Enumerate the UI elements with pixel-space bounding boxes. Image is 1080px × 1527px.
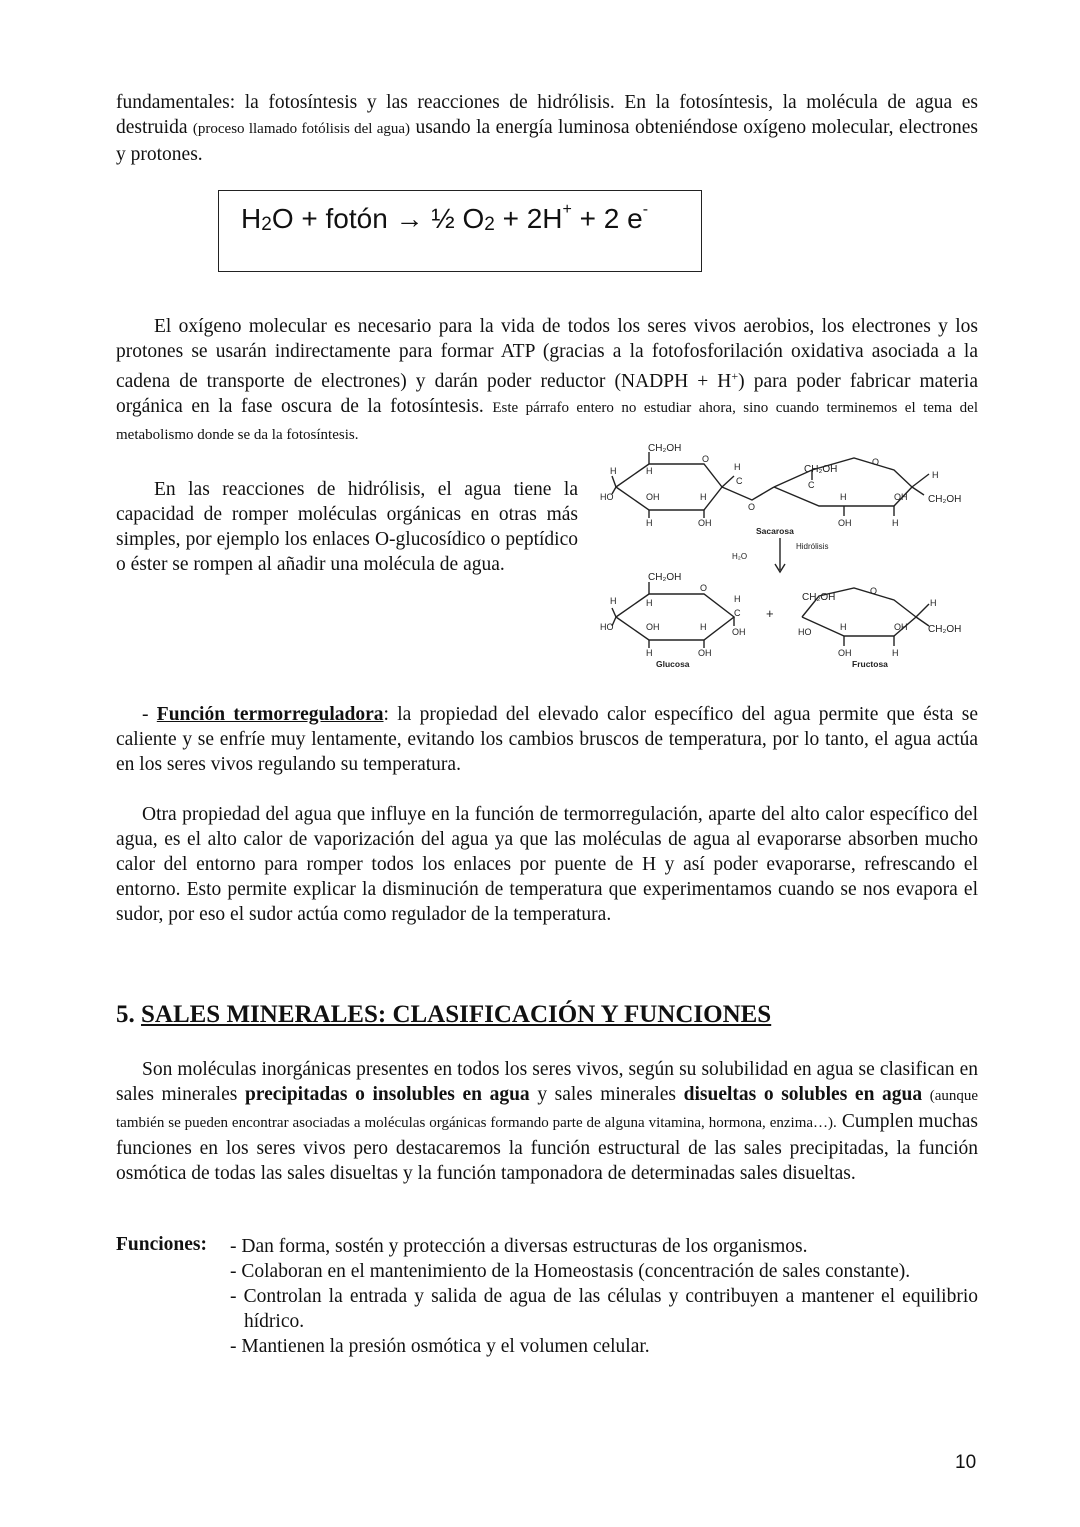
svg-text:OH: OH [894, 622, 908, 632]
svg-text:CH₂OH: CH₂OH [804, 464, 838, 475]
svg-text:H: H [700, 492, 707, 502]
svg-text:OH: OH [838, 518, 852, 528]
svg-text:O: O [702, 454, 710, 464]
svg-text:OH: OH [698, 518, 712, 528]
svg-text:CH₂OH: CH₂OH [928, 624, 962, 635]
photolysis-equation: $H_2O$ + fotón → ½ $O_2 + 2H^+ + 2$ e- [241, 201, 649, 235]
section-title: SALES MINERALES: CLASIFICACIÓN Y FUNCIONES [141, 1001, 772, 1028]
svg-text:H: H [646, 598, 653, 608]
svg-text:H: H [610, 596, 617, 606]
paragraph-thermoregulation: - Función termorreguladora: la propiedad del elevado calor específico del agua permite que ésta se caliente y se enfríe muy lentamente, evitando los cambios bruscos de temperatura, por lo tanto, el agua actúa en los seres vivos regulando su temperatura. [116, 704, 978, 775]
svg-text:H: H [734, 462, 741, 472]
list-item: - Mantienen la presión osmótica y el volumen celular. [230, 1336, 650, 1357]
svg-text:CH₂OH: CH₂OH [648, 572, 682, 583]
svg-text:C: C [808, 480, 815, 490]
svg-text:C: C [736, 476, 743, 486]
equation-box [218, 190, 702, 272]
svg-text:HO: HO [798, 627, 812, 637]
svg-text:CH₂OH: CH₂OH [802, 592, 836, 603]
svg-text:H: H [646, 518, 653, 528]
paragraph-photolysis [116, 90, 978, 167]
term-thermoregulation: Función termorreguladora [156, 704, 384, 725]
plus-sign: + [766, 606, 774, 621]
sucrose-hydrolysis-diagram [594, 440, 980, 672]
svg-text:OH: OH [732, 627, 746, 637]
list-item: - Colaboran en el mantenimiento de la Homeostasis (concentración de sales constante). [230, 1261, 911, 1282]
paragraph-text: ) para poder fabricar materia orgánica en la fase oscura de la fotosíntesis. [116, 371, 978, 417]
svg-text:O: O [870, 586, 878, 596]
functions-list [230, 1234, 978, 1359]
diagram-label: CH₂OH [648, 443, 682, 454]
svg-text:H: H [700, 622, 707, 632]
svg-text:H: H [932, 470, 939, 480]
paragraph-oxygen: El oxígeno molecular es necesario para la vida de todos los seres vivos aerobios, los electrones y los protones se usarán indirectamente para formar ATP (gracias a la fotofosforilación oxidativa asociada a la cadena de transporte de electrones) y darán poder reductor (NADPH + H+) para poder fabricar materia orgánica en la fase oscura de la fotosíntesis. Este párrafo entero no estudiar ahora, sino cuando terminemos el tema del metabolismo donde se da la fotosíntesis. [116, 316, 978, 443]
svg-text:HO: HO [600, 622, 614, 632]
svg-text:O: O [872, 457, 880, 467]
svg-text:C: C [734, 608, 741, 618]
paragraph-hydrolysis: En las reacciones de hidrólisis, el agua tiene la capacidad de romper moléculas orgánicas en otras más simples, por ejemplo los enlaces O-glucosídico o peptídico o éster se rompen al añadir una molécula de agua. [116, 479, 578, 575]
svg-text:H: H [840, 622, 847, 632]
study-note: Este párrafo entero no estudiar ahora, sino cuando terminemos el tema del metabolismo donde se da la fotosíntesis. [116, 400, 978, 443]
glucose-label: Glucosa [656, 659, 690, 669]
hydrolysis-label: Hidrólisis [796, 542, 829, 551]
svg-text:H: H [892, 518, 899, 528]
functions-label: Funciones: [116, 1234, 208, 1255]
svg-text:CH₂OH: CH₂OH [928, 494, 962, 505]
svg-text:H: H [646, 648, 653, 658]
paragraph-mineral-salts: Son moléculas inorgánicas presentes en todos los seres vivos, según su solubilidad en agua se clasifican en sales minerales precipitadas o insolubles en agua y sales minerales disueltas o solubles en agua (aunque también se pueden encontrar asociadas a moléculas orgánicas formando parte de alguna vitamina, hormona, enzima…). Cumplen muchas funciones en los seres vivos pero destacaremos la función estructural de las sales precipitadas, la función osmótica de todas las sales disueltas y la función tamponadora de determinadas sales disueltas. [116, 1059, 979, 1184]
svg-text:OH: OH [646, 492, 660, 502]
page-number: 10 [955, 1452, 977, 1473]
svg-text:O: O [700, 583, 708, 593]
water-label: H₂O [732, 552, 748, 561]
sucrose-label: Sacarosa [756, 526, 794, 536]
paragraph-vaporization: Otra propiedad del agua que influye en la función de termorregulación, aparte del alto calor específico del agua, es el alto calor de vaporización del agua ya que las moléculas de agua al evaporarse absorben mucho calor del entorno para romper todos los enlaces por puente de H y así poder evaporarse, refrescando el entorno. Esto permite explicar la disminución de temperatura que experimentamos cuando se nos evapora el sudor, por eso el sudor actúa como regulador de la temperatura. [116, 804, 978, 925]
fructose-label: Fructosa [852, 659, 888, 669]
list-item: - Dan forma, sostén y protección a diversas estructuras de los organismos. [230, 1236, 808, 1257]
svg-text:HO: HO [600, 492, 614, 502]
list-item: - Controlan la entrada y salida de agua de las células y contribuyen a mantener el equilibrio hídrico. [230, 1286, 978, 1332]
paragraph-note: (proceso llamado fotólisis del agua) [192, 121, 411, 137]
svg-text:H: H [930, 598, 937, 608]
svg-text:OH: OH [838, 648, 852, 658]
paragraph-text: usando la energía luminosa obteniéndose oxígeno molecular, electrones y protones. [116, 117, 979, 165]
svg-text:OH: OH [646, 622, 660, 632]
svg-text:H: H [610, 466, 617, 476]
svg-text:OH: OH [894, 492, 908, 502]
section-heading: 5. SALES MINERALES: CLASIFICACIÓN Y FUNCIONES [116, 1001, 772, 1028]
svg-text:OH: OH [698, 648, 712, 658]
svg-text:H: H [734, 594, 741, 604]
svg-text:H: H [646, 466, 653, 476]
svg-text:H: H [840, 492, 847, 502]
svg-text:H: H [892, 648, 899, 658]
svg-text:O: O [748, 502, 756, 512]
paragraph-text: fundamentales: la fotosíntesis y las reacciones de hidrólisis. En la fotosíntesis, la molécula de agua es destruida [116, 92, 978, 138]
paragraph-text: El oxígeno molecular es necesario para la vida de todos los seres vivos aerobios, los electrones y los protones se usarán indirectamente para formar ATP (gracias a la fotofosforilación oxidativa asociada a la cadena de transporte de electrones) y darán poder reductor (NADPH + H [116, 316, 978, 392]
